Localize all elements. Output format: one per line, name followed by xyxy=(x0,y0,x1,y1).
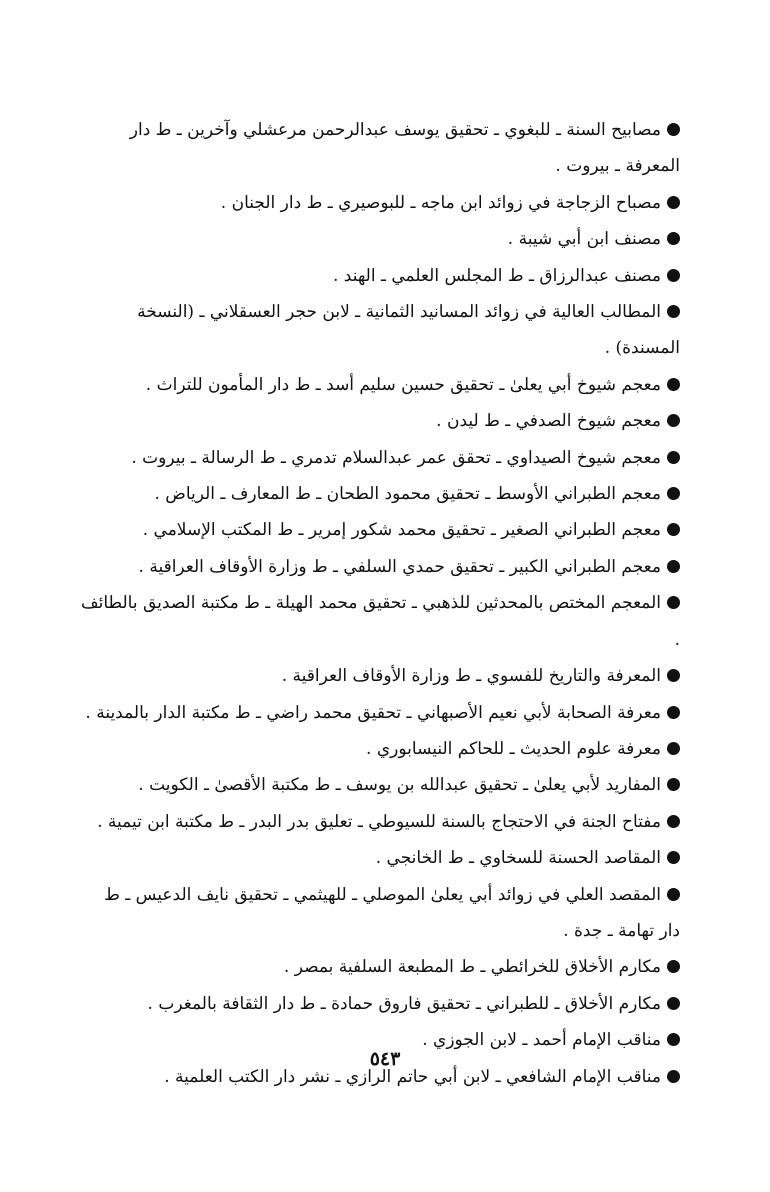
bullet-icon xyxy=(667,815,680,828)
entry-text: المقصد العلي في زوائد أبي يعلىٰ الموصلي ـ للهيثمي ـ تحقيق نايف الدعيس ـ ط دار تهامة ـ جدة . xyxy=(104,884,680,941)
bullet-icon xyxy=(667,669,680,682)
bibliography-entry xyxy=(80,112,680,185)
entry-text: المعرفة والتاريخ للفسوي ـ ط وزارة الأوقاف العراقية . xyxy=(281,666,661,687)
entry-text: مكارم الأخلاق للخرائطي ـ ط المطبعة السلفية بمصر . xyxy=(283,957,661,978)
bibliography-entry xyxy=(80,767,680,803)
bibliography-entry xyxy=(80,367,680,403)
bullet-icon xyxy=(667,305,680,318)
entry-text: معجم شيوخ الصيداوي ـ تحقق عمر عبدالسلام تدمري ـ ط الرسالة ـ بيروت . xyxy=(131,447,661,468)
entry-text: مصنف ابن أبي شيبة . xyxy=(507,229,661,250)
entry-text: مكارم الأخلاق ـ للطبراني ـ تحقيق فاروق حمادة ـ ط دار الثقافة بالمغرب . xyxy=(147,993,661,1014)
bibliography-entry xyxy=(80,840,680,876)
bibliography-entry xyxy=(80,294,680,367)
bibliography-page xyxy=(80,112,680,1095)
bullet-icon xyxy=(667,1070,680,1083)
entry-text: المعجم المختص بالمحدثين للذهبي ـ تحقيق محمد الهيلة ـ ط مكتبة الصديق بالطائف . xyxy=(81,593,680,650)
entry-text: معرفة الصحابة لأبي نعيم الأصبهاني ـ تحقيق محمد راضي ـ ط مكتبة الدار بالمدينة . xyxy=(85,702,661,723)
bullet-icon xyxy=(667,888,680,901)
bullet-icon xyxy=(667,1033,680,1046)
bibliography-list xyxy=(80,112,680,1095)
page-number: ٥٤٣ xyxy=(369,1048,401,1070)
bibliography-entry xyxy=(80,658,680,694)
bibliography-entry xyxy=(80,512,680,548)
bibliography-entry xyxy=(80,695,680,731)
bullet-icon xyxy=(667,414,680,427)
bullet-icon xyxy=(667,960,680,973)
entry-text: معجم شيوخ أبي يعلىٰ ـ تحقيق حسين سليم أسد ـ ط دار المأمون للتراث . xyxy=(145,374,661,395)
entry-text: معرفة علوم الحديث ـ للحاكم النيسابوري . xyxy=(366,738,661,759)
entry-text: المطالب العالية في زوائد المسانيد الثمانية ـ لابن حجر العسقلاني ـ (النسخة المسندة) . xyxy=(137,302,680,359)
bibliography-entry xyxy=(80,258,680,294)
bullet-icon xyxy=(667,851,680,864)
entry-text: مصابيح السنة ـ للبغوي ـ تحقيق يوسف عبدالرحمن مرعشلي وآخرين ـ ط دار المعرفة ـ بيروت . xyxy=(129,120,680,177)
bibliography-entry xyxy=(80,949,680,985)
bullet-icon xyxy=(667,997,680,1010)
bullet-icon xyxy=(667,523,680,536)
bullet-icon xyxy=(667,378,680,391)
bibliography-entry xyxy=(80,877,680,950)
entry-text: مناقب الإمام الشافعي ـ لابن أبي حاتم الرازي ـ نشر دار الكتب العلمية . xyxy=(164,1066,661,1087)
bullet-icon xyxy=(667,778,680,791)
entry-text: المقاصد الحسنة للسخاوي ـ ط الخانجي . xyxy=(375,848,661,869)
entry-text: معجم الطبراني الصغير ـ تحقيق محمد شكور إمرير ـ ط المكتب الإسلامي . xyxy=(142,520,661,541)
entry-text: مصباح الزجاجة في زوائد ابن ماجه ـ للبوصيري ـ ط دار الجنان . xyxy=(220,192,661,213)
entry-text: معجم الطبراني الكبير ـ تحقيق حمدي السلفي ـ ط وزارة الأوقاف العراقية . xyxy=(138,556,661,577)
bibliography-entry xyxy=(80,585,680,658)
bullet-icon xyxy=(667,123,680,136)
bibliography-entry xyxy=(80,185,680,221)
entry-text: مناقب الإمام أحمد ـ لابن الجوزي . xyxy=(422,1030,661,1051)
bullet-icon xyxy=(667,706,680,719)
bibliography-entry xyxy=(80,731,680,767)
bibliography-entry xyxy=(80,221,680,257)
entry-text: معجم شيوخ الصدفي ـ ط ليدن . xyxy=(436,411,661,432)
bibliography-entry xyxy=(80,440,680,476)
entry-text: معجم الطبراني الأوسط ـ تحقيق محمود الطحان ـ ط المعارف ـ الرياض . xyxy=(154,484,661,505)
entry-text: المفاريد لأبي يعلىٰ ـ تحقيق عبدالله بن يوسف ـ ط مكتبة الأقصىٰ ـ الكويت . xyxy=(138,775,661,796)
bibliography-entry xyxy=(80,549,680,585)
bibliography-entry xyxy=(80,986,680,1022)
bullet-icon xyxy=(667,487,680,500)
bullet-icon xyxy=(667,742,680,755)
bullet-icon xyxy=(667,596,680,609)
bullet-icon xyxy=(667,232,680,245)
entry-text: مفتاح الجنة في الاحتجاج بالسنة للسيوطي ـ تعليق بدر البدر ـ ط مكتبة ابن تيمية . xyxy=(97,811,661,832)
bullet-icon xyxy=(667,196,680,209)
bibliography-entry xyxy=(80,804,680,840)
bullet-icon xyxy=(667,269,680,282)
bullet-icon xyxy=(667,451,680,464)
bullet-icon xyxy=(667,560,680,573)
bibliography-entry xyxy=(80,476,680,512)
bibliography-entry xyxy=(80,403,680,439)
entry-text: مصنف عبدالرزاق ـ ط المجلس العلمي ـ الهند . xyxy=(332,265,661,286)
